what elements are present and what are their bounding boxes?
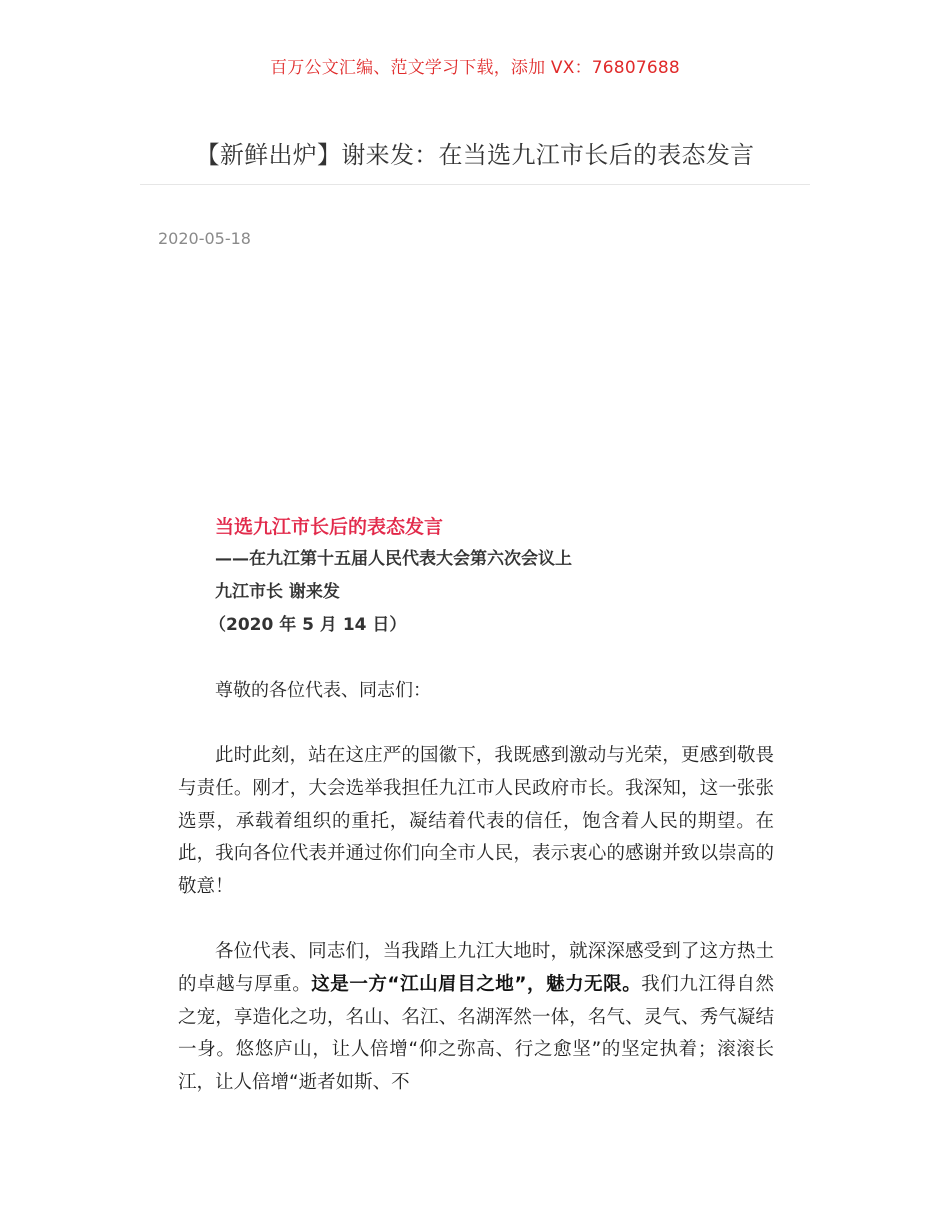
speech-title: 当选九江市长后的表态发言 <box>215 516 444 538</box>
paragraph-intro: 各位代表、同志们，当我踏上九江大地时，就深深感受到了这方热土的卓越与厚重。 <box>178 941 774 995</box>
body-paragraph: 此时此刻，站在这庄严的国徽下，我既感到激动与光荣，更感到敬畏与责任。刚才，大会选举我担任九江市人民政府市长。我深知，这一张张选票，承载着组织的重托，凝结着代表的信任，饱含着人民的期望。在此，我向各位代表并通过你们向全市人民，表示衷心的感谢并致以崇高的敬意！ <box>178 745 774 898</box>
article-title: 【新鲜出炉】谢来发：在当选九江市长后的表态发言 <box>195 141 755 169</box>
promo-banner: 百万公文汇编、范文学习下载，添加 VX：76807688 <box>270 58 680 78</box>
speech-speaker: 九江市长 谢来发 <box>215 582 340 602</box>
speech-heading <box>209 513 775 642</box>
speech-greeting: 尊敬的各位代表、同志们： <box>215 680 431 701</box>
publish-date: 2020-05-18 <box>158 229 251 248</box>
title-divider <box>140 184 810 185</box>
paragraph-emphasis: 这是一方“江山眉目之地”，魅力无限。 <box>311 973 642 995</box>
speech-subtitle: ——在九江第十五届人民代表大会第六次会议上 <box>215 549 572 569</box>
body-paragraph <box>178 936 774 1100</box>
paragraph-text: 我们九江得自然之宠，享造化之功，名山、名江、名湖浑然一体，名气、灵气、秀气凝结一身。悠悠庐山，让人倍增“仰之弥高、行之愈坚”的坚定执着；滚滚长江，让人倍增“逝者如斯、不 <box>178 973 774 1094</box>
speech-date: （2020 年 5 月 14 日） <box>209 615 407 635</box>
